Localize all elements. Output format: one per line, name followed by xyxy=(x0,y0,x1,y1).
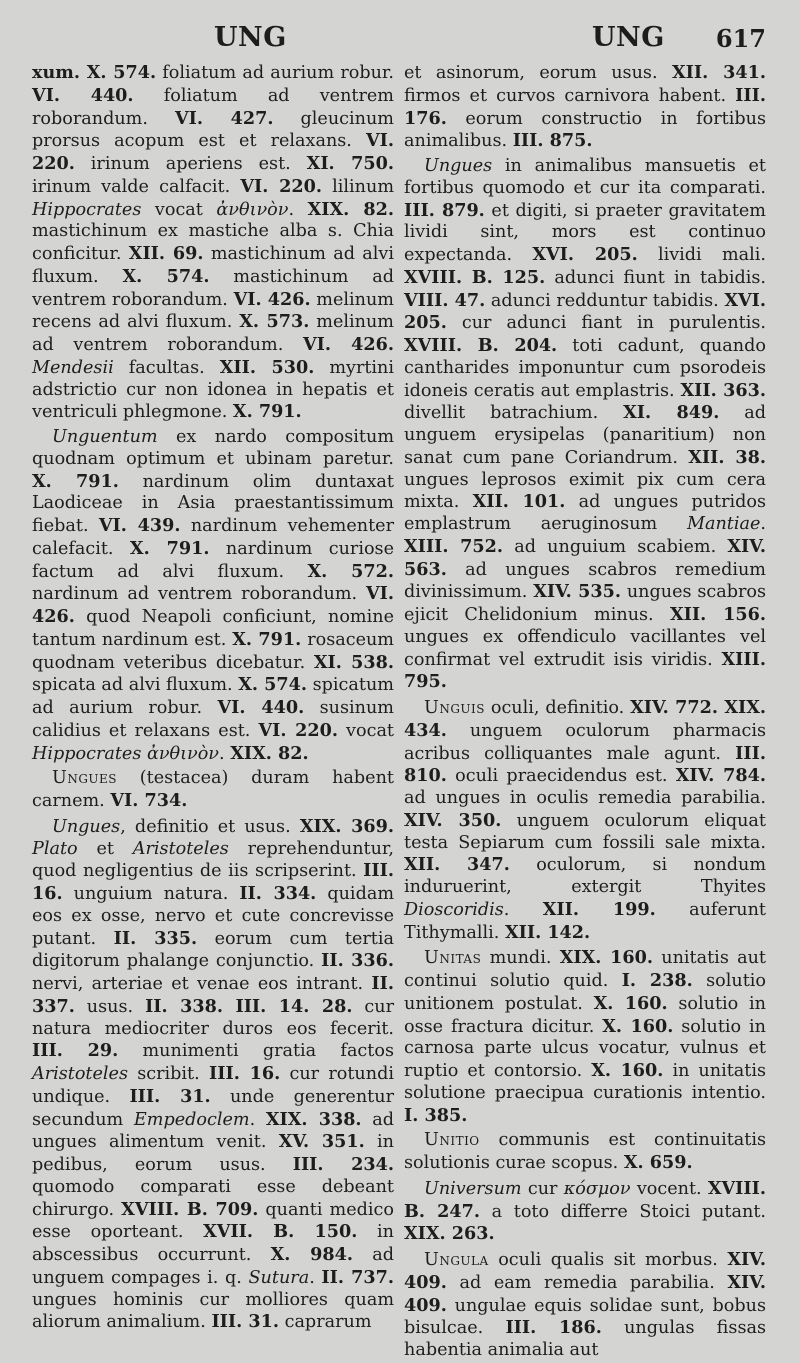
dictionary-entry: Unitas mundi. XIX. 160. unitatis aut continui solutio quid. I. 238. solutio unitionem postulat. X. 160. solutio in osse fractura dicitur. X. 160. solutio in carnosa parte ulcus vocatur, vulnus et ruptio et contorsio. X. 160. in unitatis solutione praecipua curationis intentio. I. 385. xyxy=(404,947,767,1126)
dictionary-entry: Ungula oculi qualis sit morbus. XIV. 409. ad eam remedia parabilia. XIV. 409. ungulae equis solidae sunt, bobus bisulcae. III. 186. ungulas fissas habentia animalia aut xyxy=(404,1249,766,1360)
dictionary-entry: Unguentum ex nardo compositum quodnam optimum et ubinam paretur. X. 791. nardinum olim duntaxat Laodiceae in Asia praestantissimum fiebat. VI. 439. nardinum vehementer calefacit. X. 791. nardinum curiose factum ad alvi fluxum. X. 572. nardinum ad ventrem roborandum. VI. 426. quod Neapoli conficiunt, nomine tantum nardinum est. X. 791. rosaceum quodnam veteribus dicebatur. XI. 538. spicata ad alvi fluxum. X. 574. spicatum ad aurium robur. VI. 440. susinum calidius et relaxans est. VI. 220. vocat Hippocrates ἀνθινὸν. XIX. 82. xyxy=(32,427,395,764)
dictionary-entry: xum. X. 574. foliatum ad aurium robur. VI. 440. foliatum ad ventrem roborandum. VI. 427. gleucinum prorsus acopum est et relaxans. VI. 220. irinum aperiens est. XI. 750. irinum valde calfacit. VI. 220. lilinum Hippocrates vocat ἀνθινὸν. XIX. 82. mastichinum ex mastiche alba s. Chia conficitur. XII. 69. mastichinum ad alvi fluxum. X. 574. mastichinum ad ventrem roborandum. VI. 426. melinum recens ad alvi fluxum. X. 573. melinum ad ventrem roborandum. VI. 426. Mendesii facultas. XII. 530. myrtini adstrictio cur non idonea in hepatis et ventriculi phlegmone. X. 791. xyxy=(32,62,395,423)
dictionary-entry: Unguis oculi, definitio. XIV. 772. XIX. 434. unguem oculorum pharmacis acribus colliquantes male agunt. III. 810. oculi praecidendus est. XIV. 784. ad ungues in oculis remedia parabilia. XIV. 350. unguem oculorum eliquat testa Sepiarum cum fossili sale mixta. XII. 347. oculorum, si nondum induruerint, extergit Thyites Dioscoridis. XII. 199. auferunt Tithymalli. XII. 142. xyxy=(404,697,767,943)
dictionary-entry: et asinorum, eorum usus. XII. 341. firmos et curvos carnivora habent. III. 176. eorum constructio in fortibus animalibus. III. 875. xyxy=(404,62,766,152)
text-columns xyxy=(32,62,766,1362)
column-left xyxy=(32,62,394,1362)
dictionary-entry: Universum cur κόσμον vocent. XVIII. B. 247. a toto differre Stoici putant. XIX. 263. xyxy=(404,1177,766,1245)
page-header xyxy=(32,0,766,62)
page-number: 617 xyxy=(715,24,766,53)
dictionary-entry: Ungues, definitio et usus. XIX. 369. Plato et Aristoteles reprehenduntur, quod negligentius de iis scripserint. III. 16. unguium natura. II. 334. quidam eos ex osse, nervo et cute concrevisse putant. II. 335. eorum cum tertia digitorum phalange conjunctio. II. 336. nervi, arteriae et venae eos intrant. II. 337. usus. II. 338. III. 14. 28. cur natura mediocriter duros eos fecerit. III. 29. munimenti gratia factos Aristoteles scribit. III. 16. cur rotundi undique. III. 31. unde generentur secundum Empedoclem. XIX. 338. ad ungues alimentum venit. XV. 351. in pedibus, eorum usus. III. 234. quomodo comparati esse debeant chirurgo. XVIII. B. 709. quanti medico esse oporteant. XVII. B. 150. in abscessibus occurrunt. X. 984. ad unguem compages i. q. Sutura. II. 737. ungues hominis cur molliores quam aliorum animalium. III. 31. caprarum xyxy=(32,815,395,1333)
column-right xyxy=(404,62,766,1362)
dictionary-entry: Unitio communis est continuitatis solutionis curae scopus. X. 659. xyxy=(404,1130,766,1173)
dictionary-entry: Ungues (testacea) duram habent carnem. VI. 734. xyxy=(32,768,394,811)
headword-left: UNG xyxy=(214,22,287,53)
headword-right: UNG xyxy=(592,22,665,53)
dictionary-entry: Ungues in animalibus mansuetis et fortibus quomodo et cur ita comparati. III. 879. et digiti, si praeter gravitatem lividi sint, mors est continuo expectanda. XVI. 205. lividi mali. XVIII. B. 125. adunci fiunt in tabidis. VIII. 47. adunci redduntur tabidis. XVI. 205. cur adunci fiant in purulentis. XVIII. B. 204. toti cadunt, quando cantharides imponuntur cum psorodeis idoneis ceratis aut emplastris. XII. 363. divellit batrachium. XI. 849. ad unguem erysipelas (panaritium) non sanat cum pane Coriandrum. XII. 38. ungues leprosos eximit pix cum cera mixta. XII. 101. ad ungues putridos emplastrum aeruginosum Mantiae. XIII. 752. ad unguium scabiem. XIV. 563. ad ungues scabros remedium divinissimum. XIV. 535. ungues scabros ejicit Chelidonium minus. XII. 156. ungues ex offendiculo vacillantes vel confirmat vel extrudit isis viridis. XIII. 795. xyxy=(404,156,766,693)
